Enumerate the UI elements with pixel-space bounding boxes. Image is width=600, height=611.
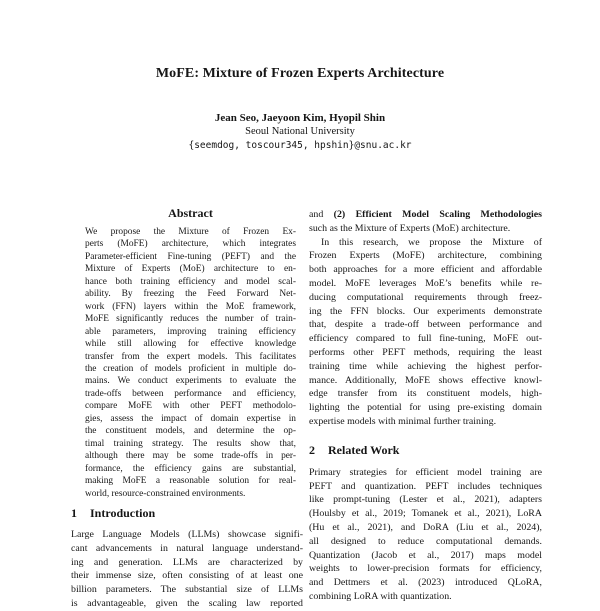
text-line: is advantageable, given the scaling law reported: [71, 597, 303, 609]
right-column: [309, 206, 542, 604]
text-line: expertise models with minimal further training.: [309, 415, 497, 427]
text-line: compare MoFE with other PEFT methodolo-: [85, 401, 296, 412]
text-line: both approaches for a more efficient and affordable: [309, 264, 542, 276]
text-line: Parameter-efficient Fine-tuning (PEFT) and the: [85, 251, 296, 262]
text-line: lighting the potential for using pre-existing domain: [309, 402, 542, 414]
text-line: the constituent models, and determine the op-: [85, 426, 296, 437]
text-line: In this research, we propose the Mixture of: [321, 236, 542, 248]
text-line: We propose the Mixture of Frozen Ex-: [85, 227, 296, 237]
text-line: the creation of models proficient in multiple do-: [85, 363, 296, 374]
text-line: all designed to reduce computational demands.: [309, 535, 542, 547]
text-line: gies, assess the impact of domain expertise in: [85, 413, 296, 424]
text-line: world, resource-constrained environments.: [85, 488, 246, 499]
carryover-paragraph: [309, 206, 542, 236]
text-line: their immense size, often consisting of at least one: [71, 570, 303, 582]
text-line: ability. By freezing the Feed Forward Net-: [85, 289, 296, 300]
text-line: ing and generation. LLMs are characterized by: [71, 556, 303, 568]
text-line: edge transfer from its constituent models, high-: [309, 388, 542, 400]
abstract-text: [85, 224, 296, 500]
text-line: efficiency compared to full fine-tuning, MoFE out-: [309, 333, 542, 345]
section-number-related-work: 2: [309, 442, 315, 457]
carryover-bold-text: (2) Efficient Model Scaling Methodologies: [333, 209, 542, 220]
text-line: perts (MoFE) architecture, which integrates: [85, 239, 296, 250]
carryover-prefix: and: [309, 209, 334, 220]
text-line: performs other PEFT methods, requiring the least: [309, 346, 542, 358]
text-line: formance, the efficiency gains are substantial,: [85, 463, 296, 474]
text-line: timal training strategy. The results show that,: [85, 438, 296, 449]
text-line: trade-offs between performance and efficiency,: [85, 388, 296, 399]
text-line: Mixture of Experts (MoE) architecture to en-: [85, 264, 296, 275]
text-line: Primary strategies for efficient model training are: [309, 466, 542, 478]
related-work-text: [309, 466, 542, 604]
text-line: although there may be some trade-offs in per-: [85, 451, 296, 462]
text-line: training time while achieving the highest perfor-: [309, 360, 542, 372]
section-title-related-work: Related Work: [328, 442, 400, 457]
text-line: billion parameters. The substantial size of LLMs: [71, 584, 303, 596]
text-line: weights to lower-precision formats for efficiency,: [309, 563, 542, 575]
abstract-section: [85, 206, 296, 500]
text-line: model. MoFE leverages MoE’s benefits while re-: [309, 277, 542, 289]
paper-title: MoFE: Mixture of Frozen Experts Architecture: [155, 66, 445, 81]
text-line: hance both training efficiency and model scal-: [85, 276, 296, 287]
text-line: Large Language Models (LLMs) showcase signifi-: [71, 528, 303, 540]
text-line: mains. We conduct experiments to evaluate the: [85, 376, 296, 387]
abstract-heading: Abstract: [168, 206, 213, 220]
carryover-rest: [309, 222, 542, 236]
text-line: (Hu et al., 2021), and DoRA (Liu et al., 2024),: [309, 521, 542, 533]
text-line: ing the FFN blocks. Our experiments demonstrate: [309, 305, 542, 317]
text-line: and Dettmers et al. (2023) introduced QLoRA,: [309, 577, 542, 589]
text-line: work (FFN) layers within the MoE framework,: [85, 301, 296, 312]
section-heading-introduction: [71, 506, 303, 520]
paper-affiliation: Seoul National University: [245, 126, 355, 137]
text-line: Frozen Experts (MoFE) architecture, combining: [309, 250, 542, 262]
section-number-introduction: 1: [71, 505, 77, 520]
text-line: able parameters, improving training efficiency: [85, 326, 296, 337]
section-title-introduction: Introduction: [90, 505, 156, 520]
text-line: making MoFE a reasonable solution for real-: [85, 476, 296, 487]
research-paragraph: [309, 236, 542, 429]
text-line: like prompt-tuning (Lester et al., 2021), adapters: [309, 494, 542, 506]
introduction-text: [71, 528, 303, 611]
text-line: transfer from the expert models. This facilitates: [85, 351, 296, 362]
text-line: mance. Additionally, MoFE shows effective knowl-: [309, 374, 542, 386]
text-line: such as the Mixture of Experts (MoE) architecture.: [309, 222, 511, 234]
text-line: that, despite a trade-off between performance and: [309, 319, 542, 331]
left-column: [71, 206, 303, 611]
text-line: while still allowing for effective knowledge: [85, 339, 296, 350]
text-line: Quantization (Jacob et al., 2017) maps model: [309, 549, 542, 561]
carryover-line-bold: [309, 208, 542, 222]
text-line: MoFE significantly reduces the number of train-: [85, 314, 296, 325]
text-line: ducing computational requirements through freez-: [309, 291, 542, 303]
section-heading-related-work: [309, 443, 542, 457]
text-line: (Houlsby et al., 2019; Tomanek et al., 2021), LoRA: [309, 508, 542, 520]
paper-authors: Jean Seo, Jaeyoon Kim, Hyopil Shin: [214, 112, 386, 124]
paper-email: {seemdog, toscour345, hpshin}@snu.ac.kr: [188, 140, 412, 151]
text-line: cant advancements in natural language understand-: [71, 542, 303, 554]
text-line: PEFT and quantization. PEFT includes techniques: [309, 480, 542, 492]
text-line: combining LoRA with quantization.: [309, 590, 452, 602]
